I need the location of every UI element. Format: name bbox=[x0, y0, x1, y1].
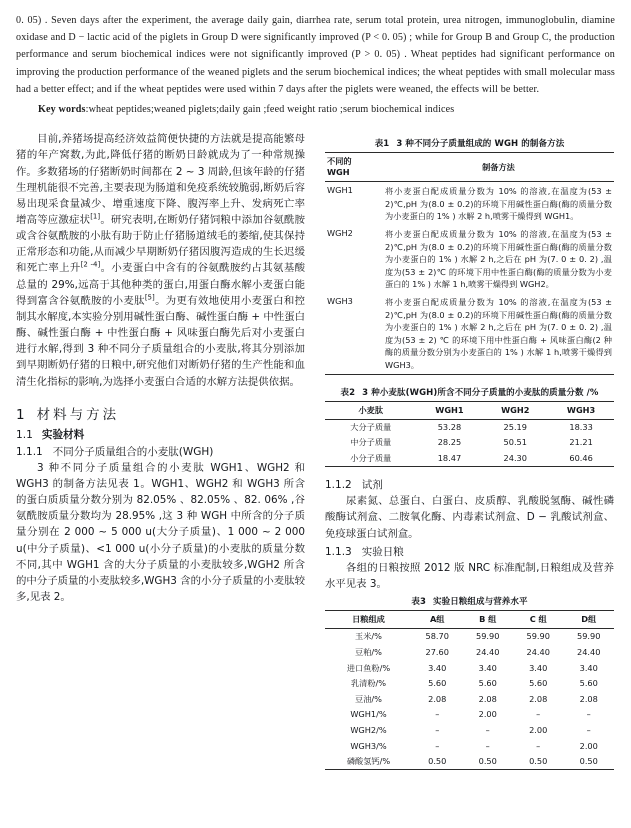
reference-marker-1: [1] bbox=[90, 212, 101, 221]
section-heading-1 bbox=[16, 403, 305, 423]
table-3-header-row bbox=[325, 611, 614, 629]
table-2-row-1-col-2: 50.51 bbox=[503, 437, 527, 448]
table-2-caption bbox=[325, 386, 614, 398]
table-3-row-5-col-1: – bbox=[435, 709, 440, 720]
table-2-row-2-label: 小分子质量 bbox=[350, 453, 392, 464]
table-1-header-wgh-line2: WGH bbox=[327, 167, 350, 178]
table-2-header-2: WGH2 bbox=[482, 401, 548, 419]
table-3-row-7-label: WGH3/% bbox=[350, 740, 387, 751]
table-1-row-0-desc: 将小麦蛋白配成质量分数为 10% 的溶液,在温度为(53 ± 2)℃,pH 为(8.0 ± 0.2)的环境下用碱性蛋白酶(酶的质量分数为小麦蛋白的 1% ) 水解 2 h,喷雾干燥得到 WGH1。 bbox=[385, 186, 612, 222]
abstract-paragraph: 0. 05) . Seven days after the experiment, the average daily gain, diarrhea rate, serum total protein, urea nitrogen, immunoglobulin, diamine oxidase and D − lactic acid of the piglets in Group D were significantly improved (P < 0. 05) ; while for Group B and Group C, the production performance and serum biochemical indices were not significantly improved (P > 0. 05) . Wheat peptides had significant performance on improving the production performance of the weaned piglets and the serum biochemical indices; the wheat peptides with small molecular mass had a better effect; and if the wheat peptides were used within 7 days after the piglets were weaned, the effects will be better. bbox=[16, 15, 615, 95]
table-2-header-0: 小麦肽 bbox=[325, 401, 417, 419]
keywords-value: :wheat peptides;weaned piglets;daily gain ;feed weight ratio ;serum biochemical indices bbox=[85, 104, 455, 116]
table-1-head bbox=[325, 153, 614, 182]
table-3-row-0-col-3: 59.90 bbox=[526, 631, 550, 642]
table-1-header-wgh-line1: 不同的 bbox=[327, 156, 352, 167]
table-3-caption bbox=[325, 595, 614, 607]
table-3-row-1-col-4: 24.40 bbox=[577, 646, 601, 657]
subsubsection-title-1-1-2: 试剂 bbox=[361, 479, 383, 492]
reference-marker-2: [2 -4] bbox=[80, 261, 101, 269]
table-2-caption-text: 3 种小麦肽(WGH)所含不同分子质量的小麦肽的质量分数 /% bbox=[362, 387, 599, 398]
table-row bbox=[325, 754, 614, 770]
table-1-caption-number: 表1 bbox=[374, 139, 390, 150]
left-column bbox=[16, 131, 305, 605]
table-3-row-8-label: 磷酸氢钙/% bbox=[346, 756, 391, 767]
table-row bbox=[325, 707, 614, 723]
intro-text-2: 。研究表明,在断奶仔猪饲粮中添加谷氨酰胺或含谷氨酰胺的小肽有助于防止仔猪肠道绒毛的萎缩,使其保持正常形态和功能,从而减少早期断奶仔猪因腹泻造成的生长迟缓和死亡率上升 bbox=[16, 214, 306, 275]
subsubsection-number-1-1-2: 1.1.2 bbox=[325, 479, 352, 492]
table-3-row-2-col-2: 3.40 bbox=[478, 662, 497, 673]
wgh-description-paragraph: 3 种不同分子质量组合的小麦肽 WGH1、WGH2 和 WGH3 的制备方法见表 1。WGH1、WGH2 和 WGH3 所含的蛋白质质量分数分别为 82.05% 、82.05% 、82. 06% ,谷氨酰胺质量分数均为 28.95% ,这 3 种 WGH 中所含的分子质量分别在 2 000 ~ 5 000 u(大分子质量)、1 000 ~ 2 000 u(中分子质量)、<1 000 u(小分子质量)的小麦肽的质量分数不同,其中 WGH1 含的大分子质量的小麦肽较多,WGH2 所含的中分子质量的小麦肽较多,WGH3 含的小分子质量的小麦肽较多,见表 2。 bbox=[16, 461, 305, 603]
table-3-row-0-col-2: 59.90 bbox=[476, 631, 500, 642]
table-3-row-3-col-3: 5.60 bbox=[529, 678, 548, 689]
table-3-row-8-col-3: 0.50 bbox=[529, 756, 548, 767]
table-3-row-1-label: 豆粕/% bbox=[355, 646, 382, 657]
table-row bbox=[325, 225, 614, 293]
table-2-row-1-col-1: 28.25 bbox=[437, 437, 462, 448]
table-3-head bbox=[325, 611, 614, 629]
table-3-row-5-label: WGH1/% bbox=[350, 709, 387, 720]
section-title-1: 材料与方法 bbox=[36, 406, 120, 423]
table-3-row-6-col-3: 2.00 bbox=[529, 724, 548, 735]
table-3-row-5-col-3: – bbox=[536, 709, 541, 720]
table-2-row-0-label: 大分子质量 bbox=[350, 421, 392, 432]
table-row bbox=[325, 645, 614, 661]
table-2-row-2-col-3: 60.46 bbox=[569, 453, 593, 464]
table-row bbox=[325, 738, 614, 754]
table-1-header-wgh bbox=[325, 153, 383, 182]
subsubsection-heading-1-1-1 bbox=[16, 444, 305, 459]
table-3-header-0: 日粮组成 bbox=[325, 611, 412, 629]
table-3-row-4-col-3: 2.08 bbox=[529, 693, 548, 704]
table-3-row-2-col-1: 3.40 bbox=[428, 662, 447, 673]
subsubsection-title-1-1-1: 不同分子质量组合的小麦肽(WGH) bbox=[52, 445, 214, 458]
table-2-row-0-col-1: 53.28 bbox=[437, 421, 462, 432]
table-1-caption-text: 3 种不同分子质量组成的 WGH 的制备方法 bbox=[396, 139, 565, 150]
table-3-row-3-col-2: 5.60 bbox=[478, 678, 497, 689]
subsection-heading-1-1 bbox=[16, 427, 305, 442]
table-1-row-2-name: WGH3 bbox=[327, 295, 353, 306]
diet-paragraph: 各组的日粮按照 2012 版 NRC 标准配制,日粮组成及营养水平见表 3。 bbox=[325, 561, 614, 590]
subsubsection-number-1-1-1: 1.1.1 bbox=[16, 445, 43, 458]
table-row bbox=[325, 435, 614, 451]
keywords-label: Key words bbox=[38, 104, 86, 116]
table-2-row-2-col-2: 24.30 bbox=[503, 453, 527, 464]
table-3-row-8-col-2: 0.50 bbox=[478, 756, 497, 767]
table-row bbox=[325, 676, 614, 692]
table-3-row-6-col-2: – bbox=[485, 724, 490, 735]
table-3-row-1-col-2: 24.40 bbox=[476, 646, 500, 657]
table-3 bbox=[325, 610, 614, 770]
table-3-row-1-col-1: 27.60 bbox=[425, 646, 449, 657]
subsubsection-number-1-1-3: 1.1.3 bbox=[325, 545, 352, 558]
table-3-row-3-label: 乳清粉/% bbox=[350, 678, 387, 689]
table-1-row-2-desc: 将小麦蛋白配成质量分数为 10% 的溶液,在温度为(53 ± 2)℃,pH 为(8.0 ± 0.2)的环境下用碱性蛋白酶(酶的质量分数为小麦蛋白的 1% ) 水解 2 h,之后在 pH 为(7. 0 ± 0. 2) ,温度为(53 ± 2) ℃ 的环境下用中性蛋白酶 + 风味蛋白酶(2 种酶的质量分数分别为小麦蛋白的 1% ) 水解 1 h,喷雾干燥得到 WGH3。 bbox=[385, 296, 612, 370]
table-3-header-2: B 组 bbox=[462, 611, 512, 629]
table-row bbox=[325, 660, 614, 676]
two-column-body bbox=[16, 131, 615, 774]
table-3-row-4-col-1: 2.08 bbox=[428, 693, 447, 704]
subsection-title-1-1: 实验材料 bbox=[41, 428, 85, 441]
table-1-header-row bbox=[325, 153, 614, 182]
table-2-wrapper bbox=[325, 386, 614, 468]
table-3-header-1: A组 bbox=[412, 611, 462, 629]
table-3-row-7-col-1: – bbox=[435, 740, 440, 751]
table-1-header-method: 制备方法 bbox=[383, 153, 614, 182]
subsubsection-heading-1-1-3 bbox=[325, 544, 614, 559]
table-1-body bbox=[325, 182, 614, 374]
table-2-row-2-col-1: 18.47 bbox=[437, 453, 462, 464]
intro-text-1: 目前,养猪场提高经济效益简便快捷的方法就是提高能繁母猪的年产窝数,为此,降低仔猪的断奶日龄就成为了一种常规操作。多数猪场的仔猪断奶时间都在 2 ~ 3 周龄,但该年龄的仔猪生理机能很不完善,主要表现为肠道和免疫系统较脆弱,断奶后容易出现采食量减少、增重速度下降、腹泻率上升、发病死亡率增高等应激症状 bbox=[16, 133, 305, 226]
table-3-header-3: C 组 bbox=[513, 611, 563, 629]
table-2-header-1: WGH1 bbox=[417, 401, 483, 419]
table-1 bbox=[325, 152, 614, 374]
table-3-row-7-col-3: – bbox=[536, 740, 541, 751]
table-2-header-row bbox=[325, 401, 614, 419]
table-1-row-0-name: WGH1 bbox=[327, 185, 353, 196]
table-row bbox=[325, 629, 614, 645]
table-row bbox=[325, 723, 614, 739]
table-3-caption-number: 表3 bbox=[411, 597, 426, 608]
table-row bbox=[325, 419, 614, 435]
intro-text-4: 。为更有效地使用小麦蛋白和控制其水解度,本实验分别用碱性蛋白酶、碱性蛋白酶 + 中性蛋白酶、碱性蛋白酶 + 中性蛋白酶 + 风味蛋白酶先后对小麦蛋白进行水解,得到 3 种不同分子质量组合的小麦肽,将其分别添加到早期断奶仔猪的日粮中,研究他们对断奶仔猪的生产性能和血清生化指标的影响,为选择小麦蛋白合适的水解方法提供依据。 bbox=[16, 294, 306, 388]
table-3-row-2-col-4: 3.40 bbox=[579, 662, 598, 673]
subsection-number-1-1: 1.1 bbox=[16, 428, 33, 441]
table-3-caption-text: 实验日粮组成与营养水平 bbox=[433, 597, 528, 608]
table-3-row-7-col-2: – bbox=[485, 740, 490, 751]
abstract-block bbox=[16, 12, 615, 118]
table-3-row-0-col-1: 58.70 bbox=[425, 631, 449, 642]
table-3-wrapper bbox=[325, 595, 614, 770]
table-1-row-1-desc: 将小麦蛋白配成质量分数为 10% 的溶液,在温度为(53 ± 2)℃,pH 为(8.0 ± 0.2)的环境下用碱性蛋白酶(酶的质量分数为小麦蛋白的 1% ) 水解 2 h,之后在 pH 为(7. 0 ± 0. 2) ,温度为(53 ± 2)℃ 的环境下用中性蛋白酶(酶的质量分数为小麦蛋白的 1% ) 水解 1 h,喷雾干燥得到 WGH2。 bbox=[385, 229, 612, 290]
table-1-wrapper bbox=[325, 137, 614, 374]
subsubsection-heading-1-1-2 bbox=[325, 477, 614, 492]
table-3-row-5-col-4: – bbox=[586, 709, 591, 720]
section-number-1: 1 bbox=[16, 406, 25, 423]
table-1-caption bbox=[325, 137, 614, 149]
table-2-head bbox=[325, 401, 614, 419]
right-column bbox=[325, 131, 614, 774]
intro-text-3: 。小麦蛋白中含有的谷氨酰胺约占其氨基酸总量的 29%,远高于其他种类的蛋白,用蛋白酶水解小麦蛋白能得到富含谷氨酰胺的小麦肽 bbox=[16, 262, 306, 307]
table-3-row-6-label: WGH2/% bbox=[350, 724, 387, 735]
table-3-row-2-col-3: 3.40 bbox=[529, 662, 548, 673]
table-2 bbox=[325, 401, 614, 468]
table-2-row-1-label: 中分子质量 bbox=[350, 437, 392, 448]
table-2-header-3: WGH3 bbox=[548, 401, 614, 419]
table-3-row-1-col-3: 24.40 bbox=[526, 646, 550, 657]
table-3-body bbox=[325, 629, 614, 770]
table-3-row-7-col-4: 2.00 bbox=[579, 740, 598, 751]
reference-marker-3: [5] bbox=[144, 293, 155, 302]
table-2-row-1-col-3: 21.21 bbox=[569, 437, 593, 448]
table-3-row-0-label: 玉米/% bbox=[355, 631, 382, 642]
table-3-row-4-col-4: 2.08 bbox=[579, 693, 598, 704]
table-3-row-2-label: 进口鱼粉/% bbox=[346, 662, 391, 673]
table-2-row-0-col-2: 25.19 bbox=[503, 421, 527, 432]
table-3-row-8-col-1: 0.50 bbox=[428, 756, 447, 767]
table-row bbox=[325, 691, 614, 707]
table-2-body bbox=[325, 419, 614, 467]
table-3-row-3-col-1: 5.60 bbox=[428, 678, 447, 689]
subsubsection-title-1-1-3: 实验日粮 bbox=[361, 545, 404, 558]
table-3-row-4-col-2: 2.08 bbox=[478, 693, 497, 704]
table-3-row-3-col-4: 5.60 bbox=[579, 678, 598, 689]
table-1-row-1-name: WGH2 bbox=[327, 228, 353, 238]
keywords-line bbox=[16, 101, 615, 118]
table-row bbox=[325, 451, 614, 467]
table-3-row-0-col-4: 59.90 bbox=[577, 631, 601, 642]
table-row bbox=[325, 293, 614, 374]
table-3-row-5-col-2: 2.00 bbox=[478, 709, 497, 720]
table-row bbox=[325, 182, 614, 225]
table-2-caption-number: 表2 bbox=[340, 387, 356, 398]
table-3-row-6-col-1: – bbox=[435, 724, 440, 735]
introduction-paragraph bbox=[16, 131, 305, 390]
table-2-row-0-col-3: 18.33 bbox=[569, 421, 593, 432]
table-3-row-6-col-4: – bbox=[586, 724, 591, 735]
reagents-paragraph: 尿素氮、总蛋白、白蛋白、皮质醇、乳酸脱氢酶、碱性磷酸酶试剂盒、二胺氧化酶、内毒素试剂盒、D − 乳酸试剂盒、免疫球蛋白试剂盒。 bbox=[325, 495, 614, 540]
table-3-header-4: D组 bbox=[563, 611, 614, 629]
table-3-row-8-col-4: 0.50 bbox=[579, 756, 598, 767]
table-3-row-4-label: 豆油/% bbox=[355, 693, 382, 704]
